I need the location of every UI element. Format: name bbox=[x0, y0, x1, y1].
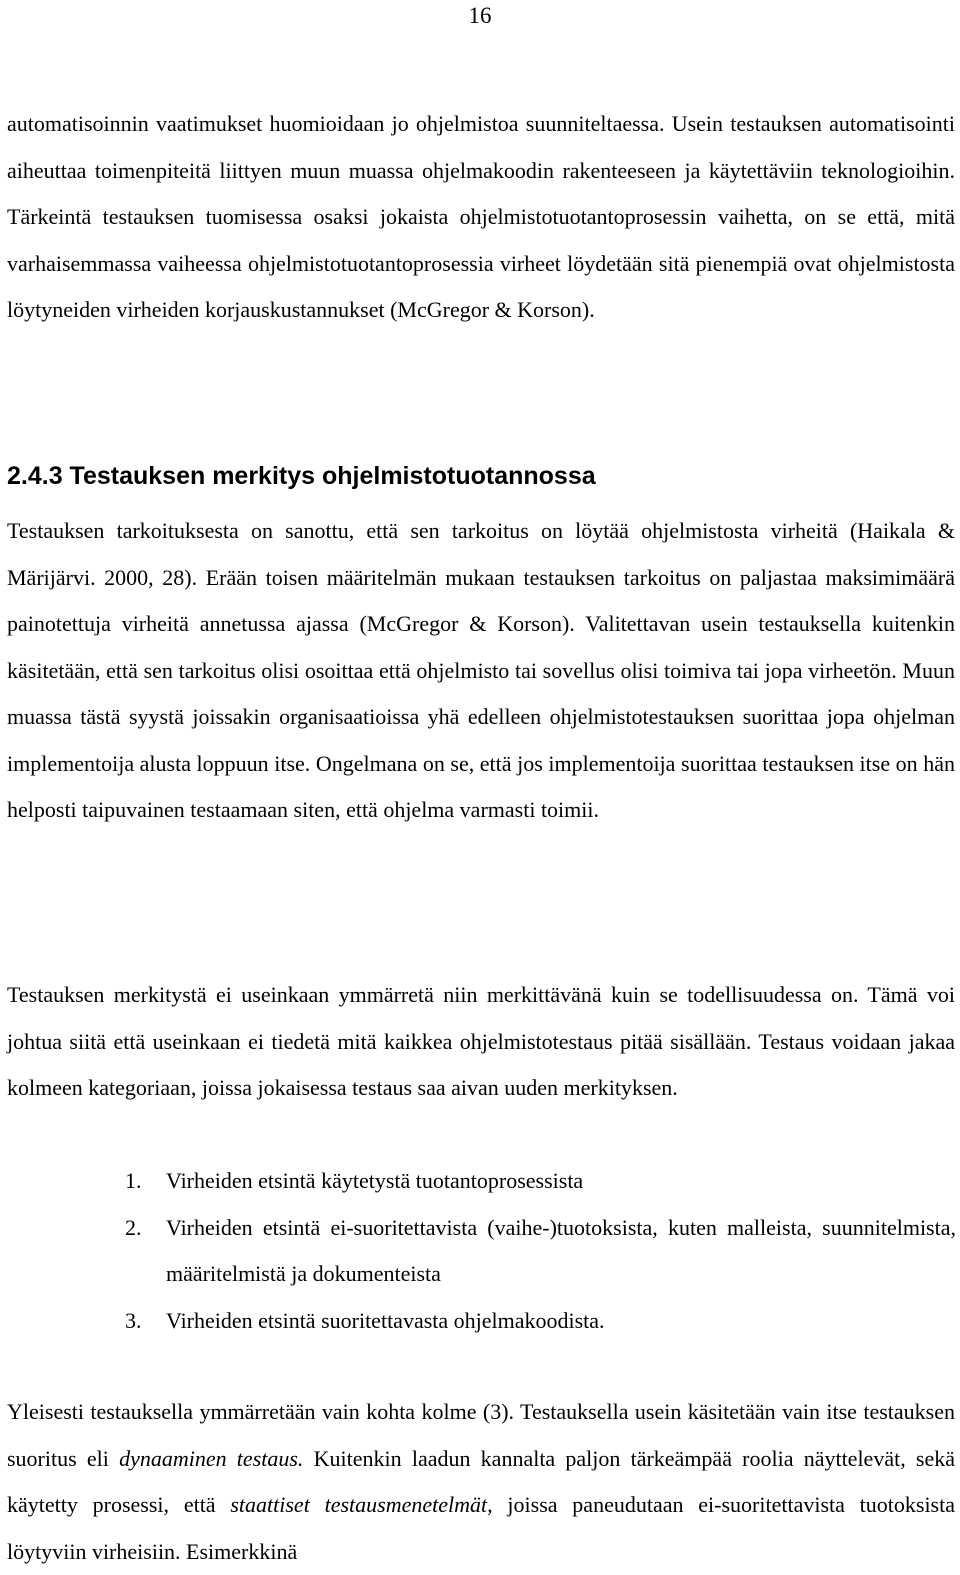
list-item bbox=[0, 1158, 956, 1205]
paragraph-significance: Testauksen merkitystä ei useinkaan ymmärretä niin merkittävänä kuin se todellisuudessa on. Tämä voi johtua siitä että useinkaan ei tiedetä mitä kaikkea ohjelmistotestaus pitää sisällään. Testaus voidaan jakaa kolmeen kategoriaan, joissa jokaisessa testaus saa aivan uuden merkityksen. bbox=[7, 982, 955, 1100]
list-item bbox=[0, 1205, 956, 1298]
emphasis-dynamic-testing: dynaaminen testaus. bbox=[119, 1445, 304, 1471]
list-item bbox=[0, 1298, 956, 1345]
list-item-number: 1. bbox=[125, 1168, 142, 1193]
paragraph-general bbox=[7, 1389, 955, 1575]
list-item-number: 3. bbox=[125, 1307, 142, 1333]
paragraph-automation: automatisoinnin vaatimukset huomioidaan jo ohjelmistoa suunniteltaessa. Usein testauksen automatisointi aiheuttaa toimenpiteitä liittyen muun muassa ohjelmakoodin rakenteeseen ja käytettäviin teknologioihin. Tärkeintä testauksen tuomisessa osaksi jokaista ohjelmistotuotantoprosessin vaihetta, on se että, mitä varhaisemmassa vaiheessa ohjelmistotuotantoprosessia virheet löydetään sitä pienempiä ovat ohjelmistosta löytyneiden virheiden korjauskustannukset (McGregor & Korson). bbox=[7, 111, 955, 322]
list-item-text: Virheiden etsintä suoritettavasta ohjelmakoodista. bbox=[166, 1307, 605, 1333]
paragraph-text: joissa paneudutaan ei-suoritettavista tuotoksista löytyviin virheisiin. Esimerkkinä bbox=[7, 1492, 955, 1564]
list-item-number: 2. bbox=[125, 1214, 142, 1240]
paragraph-text: Yleisesti testauksella ymmärretään vain kohta kolme (3). Testauksella usein käsitetään vain itse testauksen suoritus eli bbox=[7, 1399, 955, 1471]
list-item-text: Virheiden etsintä käytetystä tuotantoprosessista bbox=[166, 1168, 584, 1193]
paragraph-purpose: Testauksen tarkoituksesta on sanottu, että sen tarkoitus on löytää ohjelmistosta virheitä (Haikala & Märijärvi. 2000, 28). Erään toisen määritelmän mukaan testauksen tarkoitus on paljastaa maksimimäärä painotettuja virheitä annetussa ajassa (McGregor & Korson). Valitettavan usein testauksella kuitenkin käsitetään, että sen tarkoitus olisi osoittaa että ohjelmisto tai sovellus olisi toimiva tai jopa virheetön. Muun muassa tästä syystä joissakin organisaatioissa yhä edelleen ohjelmistotestauksen suorittaa jopa ohjelman implementoija alusta loppuun itse. Ongelmana on se, että jos implementoija suorittaa testauksen itse on hän helposti taipuvainen testaamaan siten, että ohjelma varmasti toimii. bbox=[7, 518, 955, 822]
emphasis-static-methods: staattiset testausmenetelmät, bbox=[230, 1492, 493, 1517]
category-list bbox=[0, 1158, 960, 1344]
section-heading: 2.4.3 Testauksen merkitys ohjelmistotuotannossa bbox=[7, 462, 596, 490]
list-item-text: Virheiden etsintä ei-suoritettavista (vaihe-)tuotoksista, kuten malleista, suunnitelmista, määritelmistä ja dokumenteista bbox=[166, 1214, 956, 1286]
paragraph-text: Kuitenkin laadun kannalta paljon tärkeämpää roolia näyttelevät, sekä käytetty prosessi, että bbox=[7, 1445, 955, 1517]
page-number: 16 bbox=[468, 3, 492, 28]
